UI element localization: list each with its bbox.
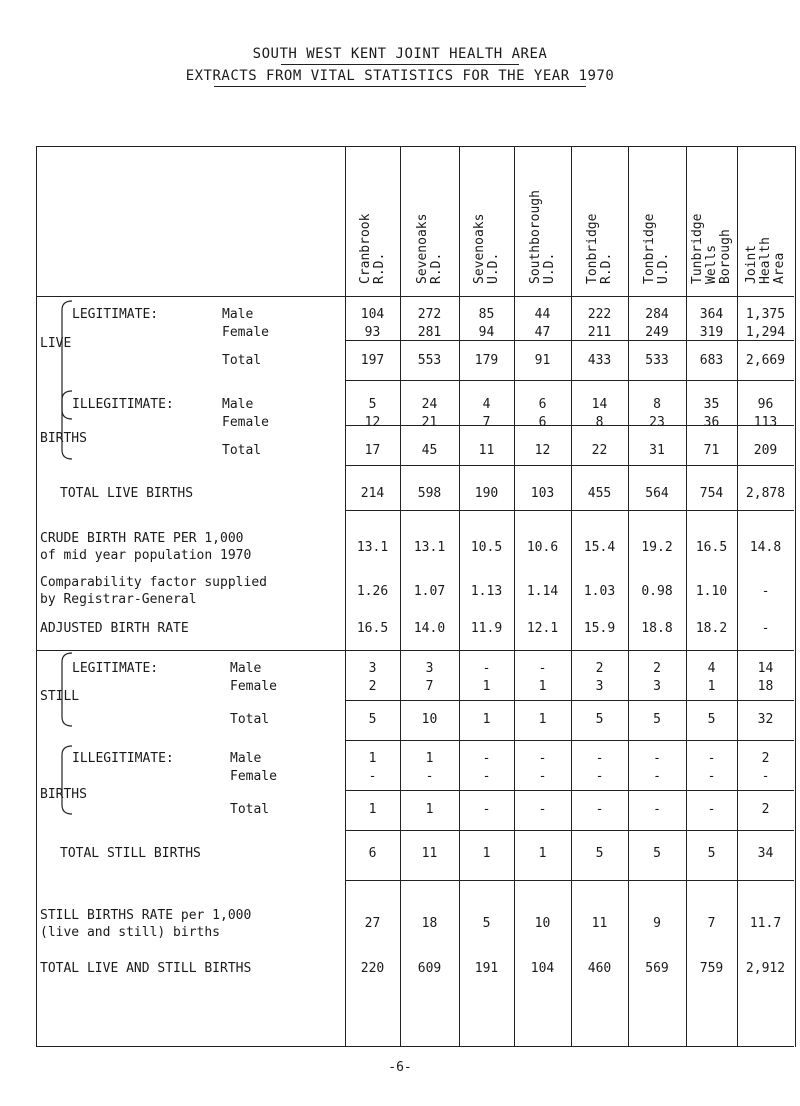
table-cell: 533 (645, 353, 669, 368)
table-cell: 2,669 (745, 353, 786, 368)
table-cell: 2,878 (745, 486, 786, 501)
table-cell: 15.4 (583, 540, 616, 555)
table-cell: 609 (417, 961, 442, 976)
table-cell: 1 (368, 802, 377, 817)
table-cell: 15.9 (583, 621, 616, 636)
table-cell: 6 (368, 846, 377, 861)
table-cell: 3 (595, 679, 604, 694)
table-cell: 1 (482, 712, 491, 727)
table-cell: 113 (753, 415, 778, 430)
table-cell: 17 (364, 443, 381, 458)
table-cell: 104 (360, 307, 385, 322)
label-illegitimate: ILLEGITIMATE: (72, 751, 174, 766)
title-underline (281, 64, 519, 65)
table-cell: 1 (538, 712, 547, 727)
table-cell: 1 (425, 802, 434, 817)
table-cell: 24 (421, 397, 438, 412)
table-cell: 45 (421, 443, 438, 458)
label-live: LIVE (40, 336, 72, 351)
label-comparability: Comparability factor supplied (40, 575, 267, 590)
table-cell: - (538, 802, 547, 817)
column-header-line: Joint (743, 244, 759, 284)
table-cell: 1 (538, 846, 547, 861)
table-cell: 683 (699, 353, 724, 368)
table-cell: 759 (699, 961, 724, 976)
table-cell: - (482, 661, 491, 676)
table-cell: 1.10 (695, 584, 728, 599)
table-cell: 5 (707, 846, 716, 861)
table-cell: 5 (707, 712, 716, 727)
table-cell: 179 (474, 353, 499, 368)
row-divider (345, 700, 794, 701)
table-cell: 5 (595, 712, 604, 727)
table-cell: 598 (417, 486, 442, 501)
subtitle-underline (214, 86, 586, 87)
table-cell: 209 (753, 443, 778, 458)
label-female: Female (222, 415, 269, 430)
table-cell: 96 (757, 397, 774, 412)
table-cell: 364 (699, 307, 724, 322)
table-cell: 11.9 (470, 621, 503, 636)
table-cell: 1.14 (526, 584, 559, 599)
label-legitimate: LEGITIMATE: (72, 307, 159, 322)
label-male: Male (230, 661, 262, 676)
label-male: Male (222, 307, 254, 322)
label-total: Total (222, 443, 262, 458)
table-cell: 104 (530, 961, 555, 976)
table-cell: - (653, 751, 661, 766)
table-cell: - (707, 751, 716, 766)
label-total-live-and-still: TOTAL LIVE AND STILL BIRTHS (40, 961, 252, 976)
brace-still-illegitimate (58, 745, 74, 815)
table-cell: 1,375 (745, 307, 786, 322)
table-cell: 10.5 (470, 540, 503, 555)
table-cell: - (425, 769, 434, 784)
table-cell: 23 (649, 415, 665, 430)
table-cell: 3 (368, 661, 377, 676)
brace-still-legitimate (58, 652, 74, 727)
table-cell: - (761, 584, 770, 599)
table-cell: 47 (534, 325, 551, 340)
table-cell: 21 (421, 415, 438, 430)
label-adjusted-birth-rate: ADJUSTED BIRTH RATE (40, 621, 189, 636)
table-cell: 564 (645, 486, 669, 501)
table-cell: 5 (653, 846, 661, 861)
table-cell: 44 (534, 307, 551, 322)
row-divider (345, 830, 794, 831)
table-cell: 1.13 (470, 584, 503, 599)
table-cell: 1.03 (583, 584, 616, 599)
table-cell: - (595, 751, 604, 766)
column-header-line: Tonbridge (642, 213, 657, 284)
table-cell: 103 (530, 486, 555, 501)
table-cell: 12 (364, 415, 381, 430)
table-cell: 19.2 (641, 540, 673, 555)
table-cell: 7 (482, 415, 491, 430)
table-cell: 13.1 (356, 540, 389, 555)
table-cell: 1.26 (356, 584, 389, 599)
table-cell: 455 (587, 486, 612, 501)
section-divider (36, 296, 794, 297)
column-header-line: R.D. (598, 252, 614, 284)
label-births: BIRTHS (40, 431, 87, 446)
table-cell: 220 (360, 961, 385, 976)
table-cell: - (538, 661, 547, 676)
table-cell: 31 (649, 443, 665, 458)
table-cell: 1.07 (413, 584, 446, 599)
page-subtitle: EXTRACTS FROM VITAL STATISTICS FOR THE YEAR 1970 (185, 68, 615, 84)
brace-live-illegitimate (58, 390, 74, 460)
table-cell: 433 (587, 353, 612, 368)
row-divider (345, 510, 794, 511)
table-cell: 5 (368, 397, 377, 412)
row-divider (345, 380, 794, 381)
table-cell: 10 (421, 712, 438, 727)
table-cell: 1 (425, 751, 434, 766)
table-cell: 14.8 (749, 540, 782, 555)
table-cell: 2,912 (745, 961, 786, 976)
table-cell: 18 (421, 916, 438, 931)
table-cell: 11 (421, 846, 438, 861)
table-cell: - (538, 769, 547, 784)
label-crude-birth-rate-sub: of mid year population 1970 (40, 548, 252, 563)
table-cell: - (653, 769, 661, 784)
label-female: Female (230, 769, 277, 784)
table-cell: 319 (699, 325, 724, 340)
table-cell: 94 (478, 325, 495, 340)
label-total-live-births: TOTAL LIVE BIRTHS (60, 486, 194, 501)
table-cell: 35 (703, 397, 720, 412)
table-cell: 9 (653, 916, 661, 931)
column-header-line: Borough (717, 229, 733, 284)
table-cell: 0.98 (641, 584, 673, 599)
table-cell: 4 (482, 397, 491, 412)
table-cell: 85 (478, 307, 495, 322)
column-header-line: U.D. (541, 252, 557, 284)
column-header-line: U.D. (656, 252, 671, 284)
label-legitimate: LEGITIMATE: (72, 661, 159, 676)
table-cell: - (595, 802, 604, 817)
table-cell: 249 (645, 325, 669, 340)
table-cell: 5 (368, 712, 377, 727)
table-cell: 8 (595, 415, 604, 430)
table-cell: 1 (538, 679, 547, 694)
row-divider (345, 340, 794, 341)
label-total: Total (230, 712, 270, 727)
table-cell: 553 (417, 353, 442, 368)
table-cell: 4 (707, 661, 716, 676)
table-cell: 3 (653, 679, 661, 694)
column-header-line: Southborough (527, 190, 543, 284)
table-cell: 569 (645, 961, 669, 976)
label-female: Female (230, 679, 277, 694)
table-cell: 22 (591, 443, 608, 458)
row-divider (345, 790, 794, 791)
table-cell: 13.1 (413, 540, 446, 555)
table-cell: 190 (474, 486, 499, 501)
table-cell: 2 (761, 751, 770, 766)
label-total: Total (222, 353, 262, 368)
column-header-line: U.D. (485, 252, 501, 284)
table-cell: - (595, 769, 604, 784)
section-divider (36, 650, 794, 651)
table-cell: 2 (368, 679, 377, 694)
table-cell: 214 (360, 486, 385, 501)
table-cell: 14.0 (413, 621, 446, 636)
table-cell: 11 (478, 443, 495, 458)
table-cell: - (482, 751, 491, 766)
table-cell: 2 (761, 802, 770, 817)
table-cell: 10 (534, 916, 551, 931)
table-cell: 8 (653, 397, 661, 412)
table-cell: - (482, 769, 491, 784)
label-female: Female (222, 325, 269, 340)
table-cell: 11.7 (749, 916, 782, 931)
page-number: -6- (388, 1060, 412, 1075)
table-cell: 2 (653, 661, 661, 676)
column-header-line: Wells (703, 244, 719, 284)
table-cell: 27 (364, 916, 381, 931)
table-cell: 16.5 (356, 621, 389, 636)
column-header-line: Sevenoaks (414, 213, 430, 284)
table-cell: 12.1 (526, 621, 559, 636)
table-cell: 6 (538, 415, 547, 430)
table-cell: 93 (364, 325, 381, 340)
table-cell: 36 (703, 415, 720, 430)
label-comparability-sub: by Registrar-General (40, 592, 197, 607)
table-cell: 18 (757, 679, 774, 694)
table-bottom-border (36, 1046, 794, 1047)
table-cell: - (538, 751, 547, 766)
table-cell: - (761, 769, 770, 784)
table-cell: 281 (417, 325, 442, 340)
table-cell: 71 (703, 443, 720, 458)
label-crude-birth-rate: CRUDE BIRTH RATE PER 1,000 (40, 531, 244, 546)
table-cell: 10.6 (526, 540, 559, 555)
column-header-line: Sevenoaks (471, 213, 487, 284)
table-cell: 14 (757, 661, 774, 676)
row-divider (345, 465, 794, 466)
table-cell: 222 (587, 307, 612, 322)
table-cell: - (707, 802, 716, 817)
table-cell: 18.8 (641, 621, 673, 636)
column-header-line: Tonbridge (584, 213, 600, 284)
table-cell: 12 (534, 443, 551, 458)
column-header-line: Area (771, 252, 787, 284)
table-cell: 1 (482, 679, 491, 694)
table-cell: 284 (645, 307, 669, 322)
table-cell: 34 (757, 846, 774, 861)
table-cell: 1 (707, 679, 716, 694)
label-illegitimate: ILLEGITIMATE: (72, 397, 174, 412)
table-cell: 197 (360, 353, 385, 368)
table-cell: - (482, 802, 491, 817)
table-cell: 6 (538, 397, 547, 412)
label-male: Male (230, 751, 262, 766)
column-header-line: R.D. (428, 252, 444, 284)
label-male: Male (222, 397, 254, 412)
page-title: SOUTH WEST KENT JOINT HEALTH AREA (252, 46, 548, 62)
table-cell: 1 (368, 751, 377, 766)
label-still: STILL (40, 689, 80, 704)
table-cell: 5 (482, 916, 491, 931)
table-cell: 2 (595, 661, 604, 676)
label-still-births-rate-sub: (live and still) births (40, 925, 221, 940)
table-cell: 3 (425, 661, 434, 676)
table-cell: 11 (591, 916, 608, 931)
column-header-line: Tunbridge (689, 213, 705, 284)
table-cell: 191 (474, 961, 499, 976)
column-header-line: R.D. (371, 252, 387, 284)
table-cell: - (653, 802, 661, 817)
table-cell: 14 (591, 397, 608, 412)
table-cell: 1 (482, 846, 491, 861)
table-cell: - (761, 621, 770, 636)
table-cell: 5 (595, 846, 604, 861)
table-cell: - (707, 769, 716, 784)
table-cell: 18.2 (695, 621, 728, 636)
label-total-still-births: TOTAL STILL BIRTHS (60, 846, 201, 861)
column-header-line: Cranbrook (357, 213, 373, 284)
label-births: BIRTHS (40, 787, 87, 802)
label-total: Total (230, 802, 270, 817)
label-still-births-rate: STILL BIRTHS RATE per 1,000 (40, 908, 252, 923)
table-cell: 7 (707, 916, 716, 931)
table-cell: 32 (757, 712, 774, 727)
table-cell: 211 (587, 325, 612, 340)
table-cell: 16.5 (695, 540, 728, 555)
column-header-line: Health (757, 237, 773, 284)
table-cell: 5 (653, 712, 661, 727)
table-cell: 460 (587, 961, 612, 976)
table-cell: 1,294 (745, 325, 786, 340)
table-cell: 272 (417, 307, 442, 322)
row-divider (345, 740, 794, 741)
table-cell: 754 (699, 486, 724, 501)
table-cell: 7 (425, 679, 434, 694)
row-divider (345, 880, 794, 881)
table-cell: 91 (534, 353, 551, 368)
table-cell: - (368, 769, 377, 784)
